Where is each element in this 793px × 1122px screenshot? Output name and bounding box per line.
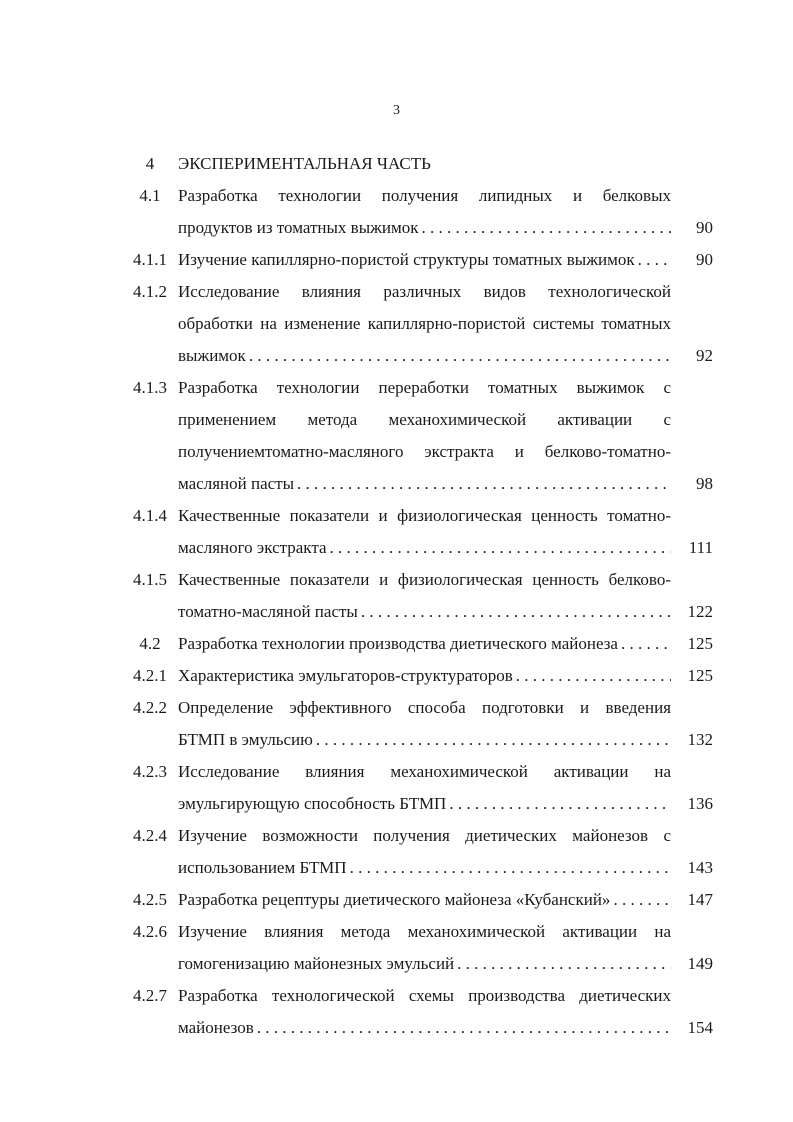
toc-entry-number: 4.1.2 — [133, 282, 167, 301]
toc-entry-number: 4.2.2 — [133, 698, 167, 717]
toc-entry-line: Разработка технологической схемы производства диетических — [178, 986, 671, 1005]
toc-entry-text: масляной пасты — [178, 474, 295, 493]
dot-leader — [249, 340, 671, 372]
toc-entry-text: Разработка технологии производства диетического майонеза — [178, 634, 618, 653]
dot-leader — [621, 628, 671, 660]
toc-entry-number: 4.2.1 — [133, 666, 167, 685]
toc-entry-number: 4.2.4 — [133, 826, 167, 845]
toc-entry-last-line — [178, 628, 671, 660]
toc-entry-text: масляного экстракта — [178, 538, 327, 557]
toc-entry-text: Разработка рецептуры диетического майонеза «Кубанский» — [178, 890, 611, 909]
toc-entry-text: томатно-масляной пасты — [178, 602, 358, 621]
toc-entry-last-line — [178, 468, 671, 500]
toc-entry — [0, 980, 793, 1044]
toc-entry-last-line — [178, 884, 671, 916]
toc-entry-last-line — [178, 948, 671, 980]
toc-entry-last-line — [178, 532, 671, 564]
toc-entry-last-line — [178, 852, 671, 884]
toc-entry-page: 154 — [687, 1018, 713, 1037]
toc-entry-number: 4.1.4 — [133, 506, 167, 525]
toc-entry-page: 125 — [687, 666, 713, 685]
toc-entry-text: эмульгирующую способность БТМП — [178, 794, 447, 813]
toc-entry — [0, 500, 793, 564]
toc-entry — [0, 916, 793, 980]
toc-entry-last-line — [178, 660, 671, 692]
toc-entry-line: Разработка технологии переработки томатных выжимок с — [178, 378, 671, 397]
toc-entry-last-line — [178, 212, 671, 244]
toc-entry-last-line — [178, 596, 671, 628]
toc-entry-line: Изучение влияния метода механохимической активации на — [178, 922, 671, 941]
toc-entry-last-line — [178, 340, 671, 372]
toc-entry — [0, 244, 793, 276]
toc-entry-page: 98 — [696, 474, 713, 493]
dot-leader — [613, 884, 671, 916]
dot-leader — [638, 244, 671, 276]
toc-entry — [0, 628, 793, 660]
toc-entry-page: 125 — [687, 634, 713, 653]
toc-entry — [0, 564, 793, 628]
page-number: 3 — [393, 103, 400, 118]
toc-entry-number: 4.2.7 — [133, 986, 167, 1005]
toc-entry-number: 4.1.1 — [133, 250, 167, 269]
toc-entry-page: 111 — [688, 538, 713, 557]
toc-entry-line: Изучение возможности получения диетических майонезов с — [178, 826, 671, 845]
toc-entry — [0, 660, 793, 692]
toc-entry-number: 4.1.3 — [133, 378, 167, 397]
toc-entry-text: Характеристика эмульгаторов-структураторов — [178, 666, 513, 685]
toc-entry-text: майонезов — [178, 1018, 254, 1037]
toc-entry-last-line — [178, 244, 671, 276]
dot-leader — [457, 948, 671, 980]
toc-entry — [0, 820, 793, 884]
toc-entry-line: обработки на изменение капиллярно-пористой системы томатных — [178, 314, 671, 333]
dot-leader — [316, 724, 671, 756]
dot-leader — [449, 788, 671, 820]
toc-entry-page: 90 — [696, 218, 713, 237]
toc-entry-page: 92 — [696, 346, 713, 365]
toc-entry-line: получениемтоматно-масляного экстракта и белково-томатно- — [178, 442, 671, 461]
toc-entry-line: Разработка технологии получения липидных и белковых — [178, 186, 671, 205]
toc-entry-last-line — [178, 724, 671, 756]
toc-entry-text: БТМП в эмульсию — [178, 730, 313, 749]
dot-leader — [350, 852, 671, 884]
toc-entry-text: гомогенизацию майонезных эмульсий — [178, 954, 455, 973]
toc-entry-number: 4.2.3 — [133, 762, 167, 781]
toc-entry-line: Исследование влияния различных видов технологической — [178, 282, 671, 301]
dot-leader — [257, 1012, 671, 1044]
toc-entry — [0, 756, 793, 820]
toc-entry-number: 4.2 — [139, 634, 161, 653]
toc-entry — [0, 372, 793, 500]
toc-entry-page: 136 — [687, 794, 713, 813]
toc-entry-last-line — [178, 1012, 671, 1044]
dot-leader — [330, 532, 671, 564]
toc-entry-last-line — [178, 788, 671, 820]
dot-leader — [361, 596, 671, 628]
toc-entry-page: 122 — [687, 602, 713, 621]
chapter-number: 4 — [145, 154, 155, 173]
toc-entry — [0, 884, 793, 916]
toc-entry-number: 4.1.5 — [133, 570, 167, 589]
toc-entry-page: 132 — [687, 730, 713, 749]
toc-entry-line: Качественные показатели и физиологическая ценность томатно- — [178, 506, 671, 525]
toc-entry — [0, 180, 793, 244]
toc-entry-line: применением метода механохимической активации с — [178, 410, 671, 429]
toc-entry-text: использованием БТМП — [178, 858, 347, 877]
dot-leader — [516, 660, 671, 692]
toc-entry-line: Определение эффективного способа подготовки и введения — [178, 698, 671, 717]
toc-entry-number: 4.1 — [139, 186, 161, 205]
toc-entry — [0, 692, 793, 756]
toc-entry-number: 4.2.5 — [133, 890, 167, 909]
dot-leader — [421, 212, 671, 244]
chapter-heading — [0, 148, 793, 180]
chapter-title: ЭКСПЕРИМЕНТАЛЬНАЯ ЧАСТЬ — [178, 154, 431, 173]
toc-entry-page: 143 — [687, 858, 713, 877]
toc-entry-page: 147 — [687, 890, 713, 909]
toc-entry-line: Качественные показатели и физиологическая ценность белково- — [178, 570, 671, 589]
toc-entry-line: Исследование влияния механохимической активации на — [178, 762, 671, 781]
toc-entry-number: 4.2.6 — [133, 922, 167, 941]
toc-entry-text: Изучение капиллярно-пористой структуры томатных выжимок — [178, 250, 635, 269]
toc-entry — [0, 276, 793, 372]
toc-entries — [0, 180, 793, 1044]
toc-entry-page: 90 — [696, 250, 713, 269]
table-of-contents — [0, 148, 793, 1044]
dot-leader — [297, 468, 671, 500]
toc-entry-page: 149 — [687, 954, 713, 973]
toc-entry-text: выжимок — [178, 346, 246, 365]
toc-entry-text: продуктов из томатных выжимок — [178, 218, 419, 237]
